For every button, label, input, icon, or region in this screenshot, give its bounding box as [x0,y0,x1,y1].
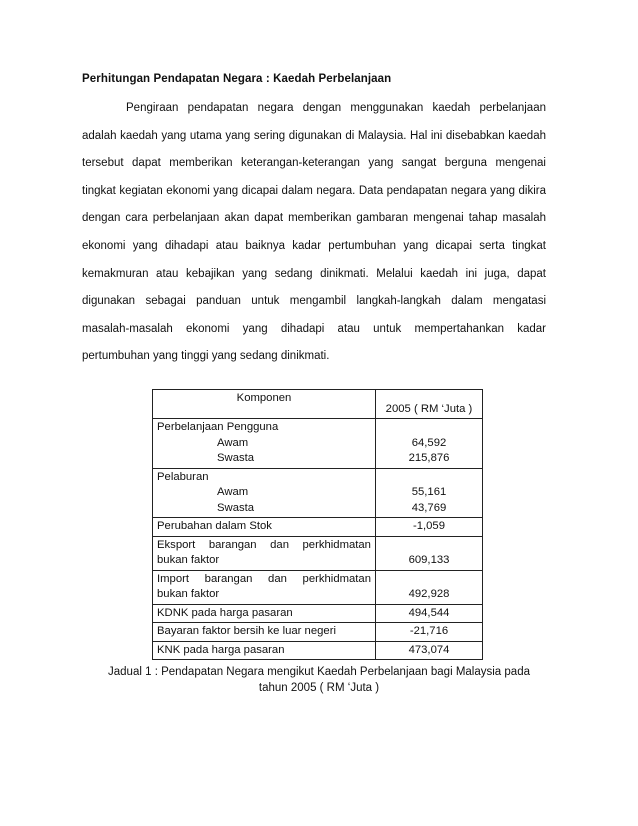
knk-value: 473,074 [376,641,483,660]
table-row [153,468,483,518]
consumption-label: Perbelanjaan Pengguna [157,421,279,433]
factor-payment-value: -21,716 [376,623,483,642]
consumption-private-value: 215,876 [408,452,450,464]
export-label-line1: Eksport barangan dan perkhidmatan [157,538,371,551]
table-row [153,536,483,570]
kdnk-value: 494,544 [376,604,483,623]
stock-label: Perubahan dalam Stok [153,518,376,537]
header-component: Komponen [153,390,376,419]
import-value: 492,928 [408,588,450,600]
caption-line1: Jadual 1 : Pendapatan Negara mengikut Kaedah Perbelanjaan bagi Malaysia pada [108,666,530,678]
factor-payment-label: Bayaran faktor bersih ke luar negeri [153,623,376,642]
investment-label: Pelaburan [157,470,209,483]
body-paragraph: Pengiraan pendapatan negara dengan menggunakan kaedah perbelanjaan adalah kaedah yang utama yang sering digunakan di Malaysia. Hal ini disebabkan kaedah tersebut dapat memberikan keterangan-keterangan yang sangat berguna mengenai tingkat kegiatan ekonomi yang dicapai dalam negara. Data pendapatan negara yang dikira dengan cara perbelanjaan akan dapat memberikan gambaran mengenai tahap masalah ekonomi yang dihadapi atau baiknya kadar pertumbuhan yang dicapai serta tingkat kemakmuran atau kebajikan yang sedang dinikmati. Melalui kaedah ini juga, dapat digunakan sebagai panduan untuk mengambil langkah-langkah dalam mengatasi masalah-masalah ekonomi yang dihadapi atau untuk mempertahankan kadar pertumbuhan yang tinggi yang sedang dinikmati. [82,102,546,363]
export-value: 609,133 [408,554,450,566]
kdnk-label: KDNK pada harga pasaran [153,604,376,623]
investment-private-label: Swasta [217,501,255,514]
table-row [153,641,483,660]
knk-label: KNK pada harga pasaran [153,641,376,660]
investment-public-value: 55,161 [411,486,447,498]
table-caption [82,664,556,696]
caption-line2: tahun 2005 ( RM ‘Juta ) [258,682,380,694]
import-label-line1: Import barangan dan perkhidmatan [157,572,371,585]
consumption-public-label: Awam [217,436,249,449]
table-row [153,623,483,642]
table-row [153,570,483,604]
investment-private-value: 43,769 [411,501,447,514]
section-heading: Perhitungan Pendapatan Negara : Kaedah Perbelanjaan [82,73,392,85]
table-row [153,604,483,623]
export-label-line2: bukan faktor [157,554,220,566]
table-header-row [153,390,483,419]
table-row [153,419,483,469]
national-income-table [152,389,483,660]
import-label-line2: bukan faktor [157,588,220,600]
investment-public-label: Awam [217,486,249,498]
consumption-public-value: 64,592 [411,436,447,449]
header-value: 2005 ( RM ‘Juta ) [376,390,483,419]
consumption-private-label: Swasta [217,452,255,464]
stock-value: -1,059 [376,518,483,537]
table-row [153,518,483,537]
